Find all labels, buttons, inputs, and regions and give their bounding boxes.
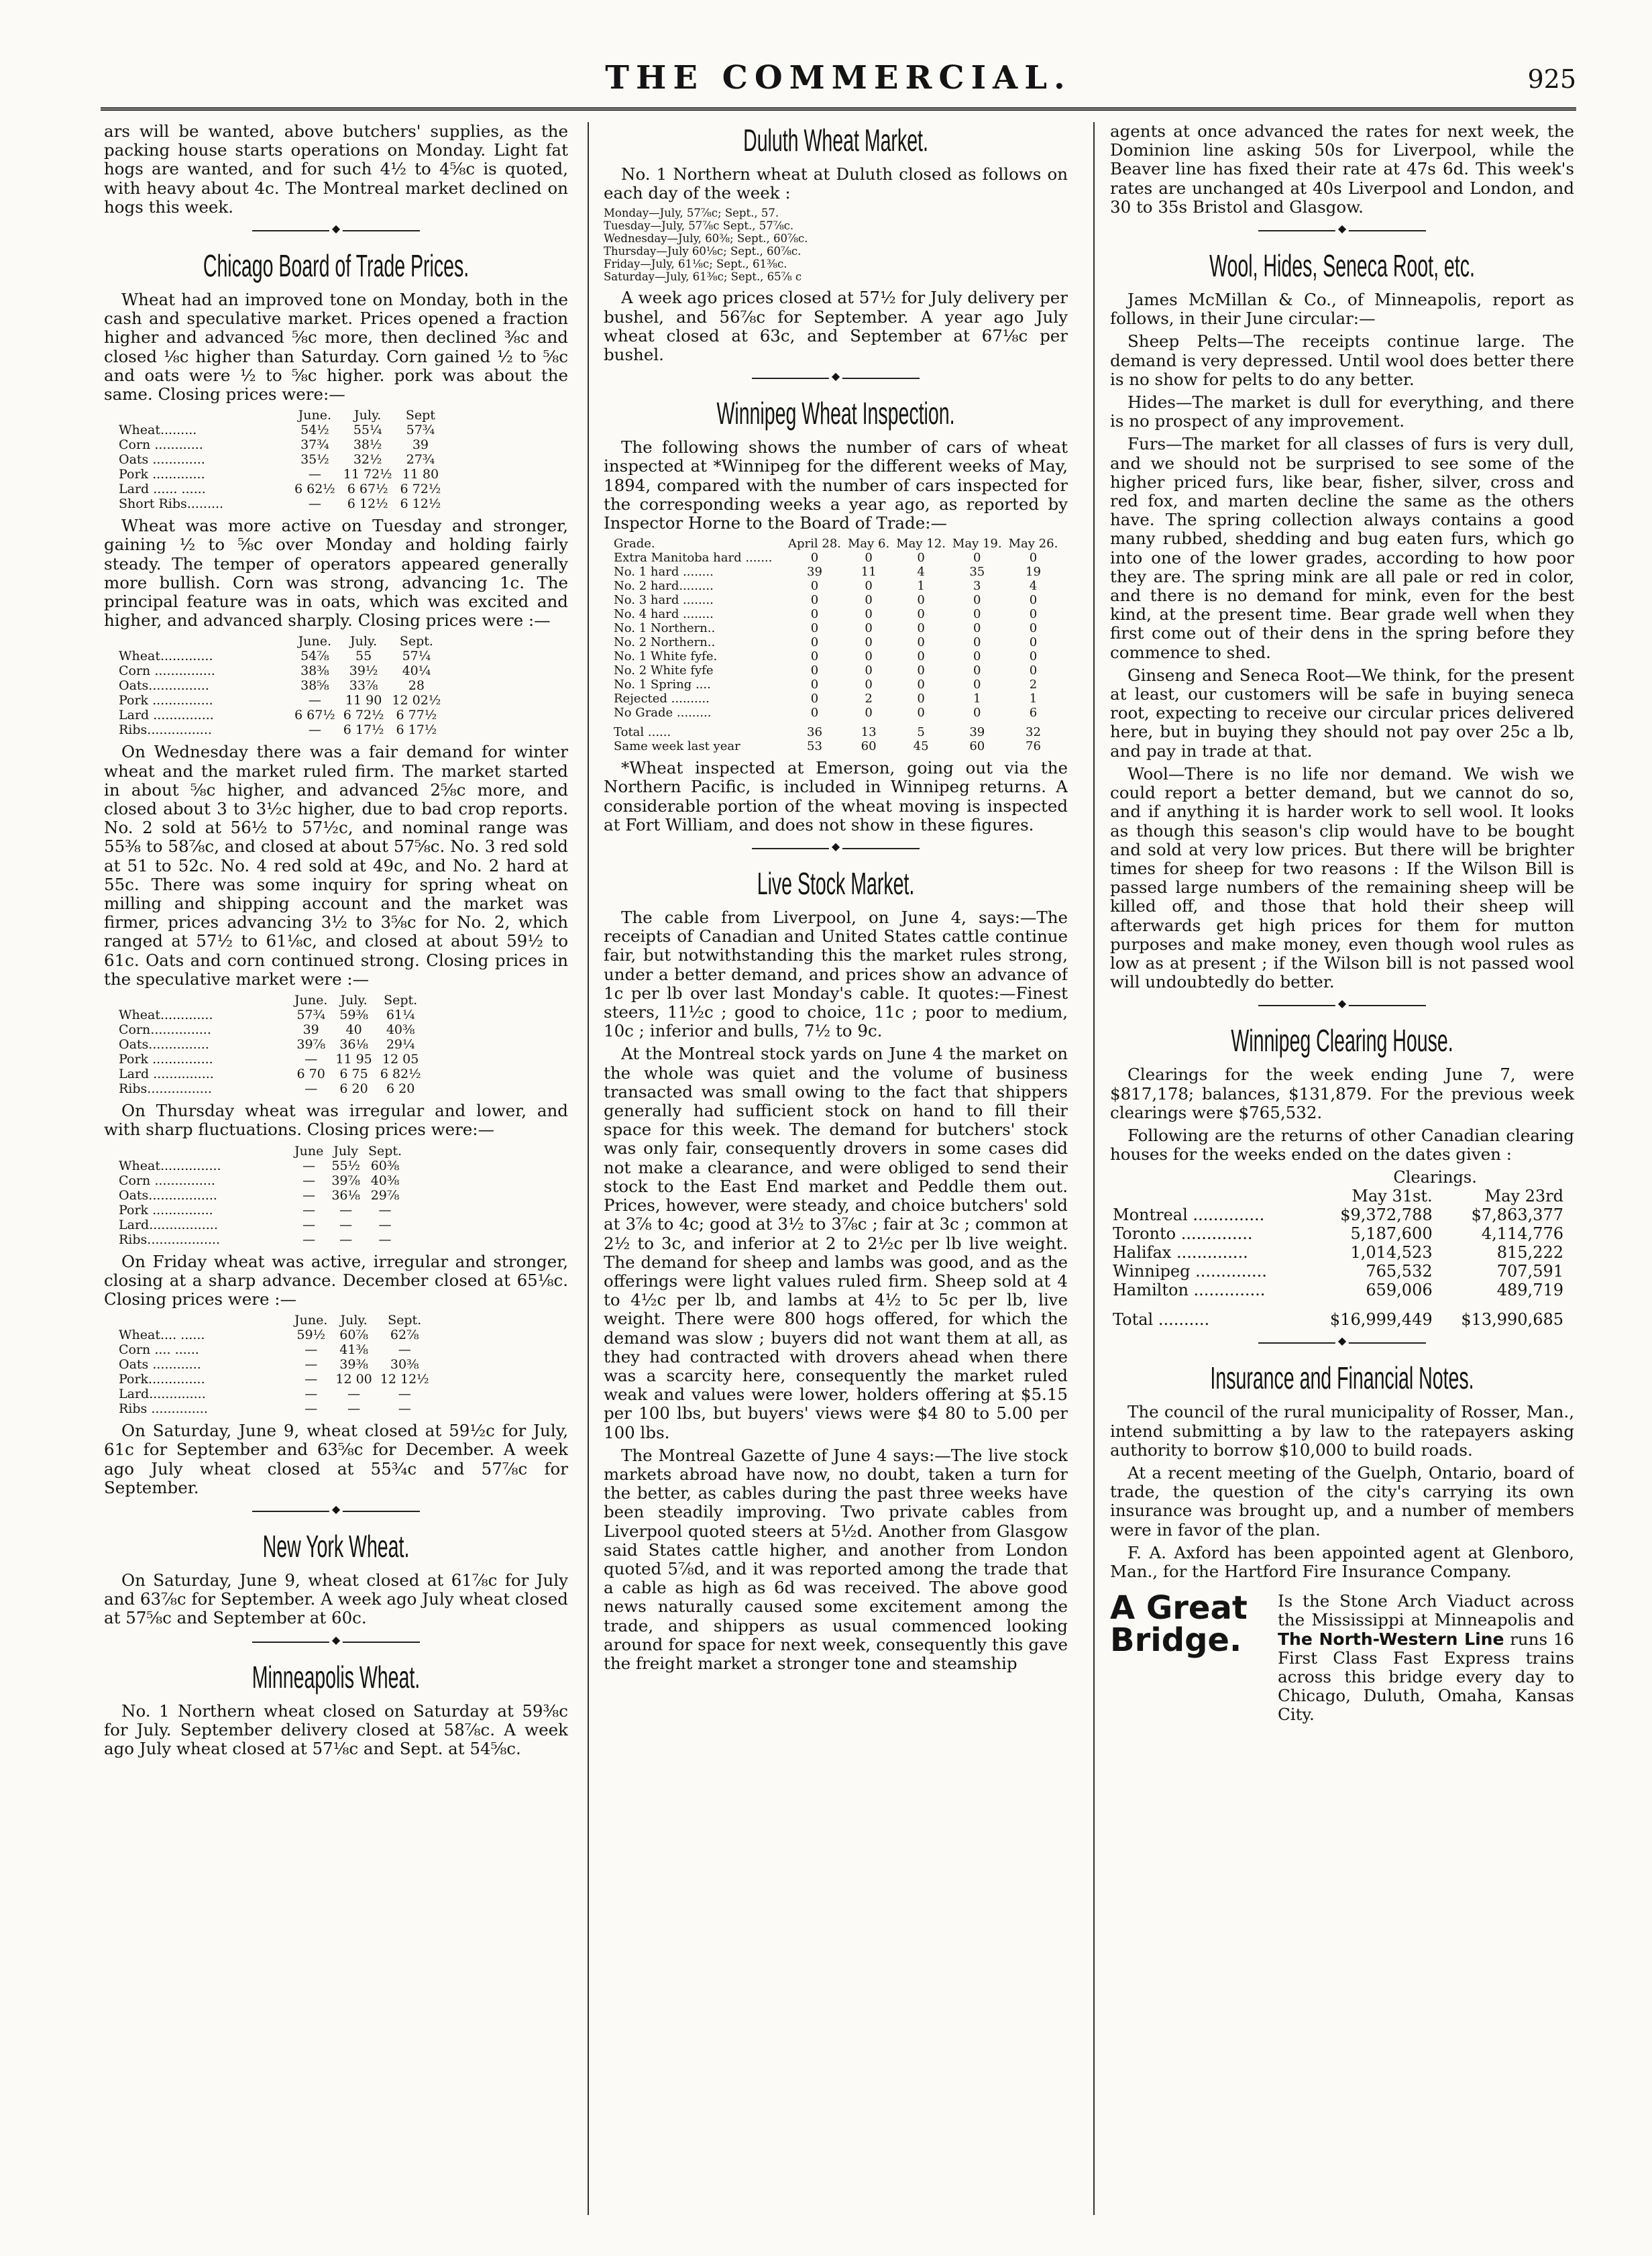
- section-separator: [1110, 225, 1574, 237]
- table-row: Corn .... ...... — 41⅜ —: [119, 1342, 411, 1358]
- table-row: Oats ............. 35½ 32½ 27¾: [119, 452, 435, 468]
- insurance-axford: F. A. Axford has been appointed agent at Glenboro, Man., for the Hartford Fire Insurance Company.: [1110, 1542, 1574, 1581]
- table-row: Corn............... 39 40 40⅜: [119, 1022, 415, 1038]
- chicago-saturday-paragraph: On Saturday, June 9, wheat closed at 59½c for July, 61c for September and 63⅝c for December. A week ago July wheat closed at 55¾c and 57⅞c for September.: [104, 1421, 568, 1497]
- table-row: Toronto .............. 5,187,600 4,114,776: [1113, 1224, 1563, 1244]
- winnipeg-inspection-heading: Winnipeg Wheat Inspection.: [716, 396, 955, 431]
- continued-paragraph: ars will be wanted, above butchers' supplies, as the packing house starts operations on Monday. Light fat hogs are wanted, and for such 4½ to 4⅝c is quoted, with heavy about 4c. The Montreal market declined on hogs this week.: [104, 122, 568, 217]
- table-row: Pork ............... — — —: [119, 1202, 392, 1218]
- table-row: No. 4 hard ........ 0 0 0 0 0: [614, 607, 1038, 622]
- winnipeg-inspection-intro: The following shows the number of cars of wheat inspected at *Winnipeg for the different weeks of May, 1894, compared with the number of cars inspected for the corresponding weeks a year ago, as reported by Inspector Horne to the Board of Trade:—: [604, 437, 1068, 533]
- inspection-footnote: *Wheat inspected at Emerson, going out via the Northern Pacific, is included in Winnipeg returns. A considerable portion of the wheat moving is inspected at Fort William, and does not show in these figures.: [604, 758, 1068, 835]
- table-row: Rejected .......... 0 2 0 1 1: [614, 692, 1038, 706]
- table-row: Wheat.... ...... 59½ 60⅞ 62⅞: [119, 1328, 419, 1343]
- sheep-pelts-paragraph: Sheep Pelts—The receipts continue large. The demand is very depressed. Until wool does better there is no show for pelts to do any better.: [1110, 331, 1574, 389]
- section-separator: [104, 1505, 568, 1517]
- inspection-table: Grade. April 28. May 6. May 12. May 19. May 26. Extra Manitoba hard ....... 0 0 0 0 0 No. 1 hard ........ 39 11 4 35 19 No. 2 hard......... 0 0 1 3 4 No. 3 hard ........ 0 0 0 0 0 No. 4 hard ........ 0 0 0 0 0 No. 1 Northern.. 0 0 0 0 0 No. 2 Northern.. 0 0 0 0 0 No. 1 White fyfe. 0 0 0 0 0 No. 2 White fyfe 0 0 0 0 0 No. 1 Spring .... 0 0 0 0 2 Rejected .......... 0 2 0 1 1 No Grade ......... 0 0 0 0 6 Total ...... 36 13 5 39 32 Same week last year 53 60 45 60 76: [610, 537, 1061, 753]
- newspaper-title: THE COMMERCIAL.: [605, 59, 1072, 97]
- column-divider: [588, 122, 589, 2215]
- table-row: Ribs .............. — — —: [119, 1401, 411, 1417]
- masthead-rule: [101, 107, 1576, 111]
- chicago-monday-table: June. July. Sept Wheat......... 54½ 55¼ 57¾ Corn ............ 37¾ 38½ 39 Oats ............. 35½ 32½ 27¾ Pork ............. — 11 72½ 11 80 Lard ...... ...... 6 62½ 6 67½ 6 72½ Short Ribs......... — 6 12½ 6 12½: [115, 408, 445, 511]
- table-row: Lard ............... 6 67½ 6 72½ 6 77½: [119, 708, 437, 723]
- table-row: Wheat......... 54½ 55¼ 57¾: [119, 423, 435, 438]
- section-separator: [1110, 1000, 1574, 1012]
- ad-headline: A Great Bridge.: [1110, 1589, 1248, 1660]
- table-row: No. 1 hard ........ 39 11 4 35 19: [614, 565, 1041, 580]
- chicago-friday-table: June. July. Sept. Wheat.... ...... 59½ 60⅞ 62⅞ Corn .... ...... — 41⅜ — Oats ............ — 39⅜ 30⅜ Pork.............. — 12 00 12 12½ Lard.............. — — — Ribs .............. — — —: [115, 1313, 433, 1416]
- table-row: Oats ............ — 39⅜ 30⅜: [119, 1357, 419, 1373]
- minneapolis-heading: Minneapolis Wheat.: [252, 1659, 421, 1695]
- insurance-heading: Insurance and Financial Notes.: [1210, 1360, 1474, 1396]
- minneapolis-paragraph: No. 1 Northern wheat closed on Saturday at 59⅜c for July. September delivery closed at 58⅞c. A week ago July wheat closed at 57⅛c and Sept. at 54⅝c.: [104, 1701, 568, 1758]
- wool-paragraph: Wool—There is no life nor demand. We wish we could report a better demand, but we cannot do so, and if anything it is harder work to sell wool. It looks as though this season's clip would have to be bought and sold at very low prices. But there will be brighter times for sheep for two reasons : If the Wilson Bill is passed large numbers of the remaining sheep will be killed off, and those that hold their sheep will afterwards get high prices for them for mutton purposes and make money, even though wool rules as low as at present ; if the Wilson bill is not passed wool will undoubtedly do better.: [1110, 763, 1574, 992]
- section-separator: [104, 1636, 568, 1648]
- table-row: Oats............... 38⅝ 33⅞ 28: [119, 678, 425, 694]
- table-row: Oats................. — 36⅛ 29⅞: [119, 1187, 400, 1203]
- masthead: [101, 59, 1576, 113]
- table-row: Ribs.................. — — —: [119, 1232, 392, 1247]
- table-row: Corn ............... — 39⅞ 40⅜: [119, 1173, 400, 1188]
- table-row: Oats............... 39⅞ 36⅛ 29¼: [119, 1037, 415, 1053]
- table-row: No. 3 hard ........ 0 0 0 0 0: [614, 593, 1038, 608]
- ad-text: Is the Stone Arch Viaduct across the Mississippi at Minneapolis and The North-Western Line runs 16 First Class Fast Express trains across this bridge every day to Chicago, Duluth, Omaha, Kansas City.: [1278, 1591, 1574, 1725]
- table-row: No. 1 White fyfe. 0 0 0 0 0: [614, 649, 1038, 664]
- wool-intro: James McMillan & Co., of Minneapolis, report as follows, in their June circular:—: [1110, 290, 1574, 329]
- table-row: Lard................. — — —: [119, 1217, 392, 1232]
- table-row: Pork ............... — 11 90 12 02½: [119, 693, 441, 708]
- newyork-heading: New York Wheat.: [262, 1528, 410, 1564]
- table-row: Montreal .............. $9,372,788 $7,863,377: [1113, 1205, 1563, 1225]
- table-row: Hamilton .............. 659,006 489,719: [1113, 1281, 1563, 1300]
- table-row: No. 1 Spring .... 0 0 0 0 2: [614, 678, 1038, 692]
- wool-heading: Wool, Hides, Seneca Root, etc.: [1209, 248, 1475, 284]
- clearing-week: Clearings for the week ending June 7, were $817,178; balances, $131,879. For the previous week clearings were $765,532.: [1110, 1065, 1574, 1122]
- table-row: Wheat............. 54⅞ 55 57¼: [119, 649, 431, 664]
- table-row: No. 2 White fyfe 0 0 0 0 0: [614, 663, 1038, 678]
- insurance-rosser: The council of the rural municipality of Rosser, Man., intend submitting a by law to the ratepayers asking authority to borrow $10,000 to build roads.: [1110, 1402, 1574, 1460]
- chicago-friday-paragraph: On Friday wheat was active, irregular and stronger, closing at a sharp advance. December closed at 65⅛c. Closing prices were :—: [104, 1251, 568, 1309]
- chicago-tuesday-table: June. July. Sept. Wheat............. 54⅞ 55 57¼ Corn ............... 38⅜ 39½ 40¼ Oats............... 38⅝ 33⅞ 28 Pork ............... — 11 90 12 02½ Lard ............... 6 67½ 6 72½ 6 77½ Ribs................ — 6 17½ 6 17½: [115, 634, 445, 737]
- ad-railway-name: The North-Western Line: [1278, 1629, 1504, 1649]
- table-row: No. 1 Northern.. 0 0 0 0 0: [614, 621, 1038, 636]
- table-row: Lard ............... 6 70 6 75 6 82½: [119, 1067, 421, 1082]
- table-row: Extra Manitoba hard ....... 0 0 0 0 0: [614, 551, 1038, 566]
- table-row: Short Ribs......... — 6 12½ 6 12½: [119, 496, 441, 512]
- table-row: Winnipeg .............. 765,532 707,591: [1113, 1262, 1563, 1281]
- table-row: Pork.............. — 12 00 12 12½: [119, 1372, 429, 1387]
- page-number: 925: [1527, 64, 1576, 94]
- list-item: Saturday—July, 61⅜c; Sept., 65⅞ c: [604, 270, 802, 284]
- table-last-year-row: Same week last year 53 60 45 60 76: [614, 739, 1041, 754]
- column-1: [104, 122, 568, 2215]
- table-row: Pork ............. — 11 72½ 11 80: [119, 467, 439, 482]
- chicago-wednesday-table: June. July. Sept. Wheat............. 57¾ 59⅜ 61¼ Corn............... 39 40 40⅜ Oats............... 39⅞ 36⅛ 29¼ Pork ............... — 11 95 12 05 Lard ............... 6 70 6 75 6 82½ Ribs................ — 6 20 6 20: [115, 993, 425, 1096]
- insurance-guelph: At a recent meeting of the Guelph, Ontario, board of trade, the question of the city's carrying its own insurance was brought up, and a number of members were in favor of the plan.: [1110, 1462, 1574, 1540]
- section-separator: [1110, 1337, 1574, 1349]
- livestock-liverpool: The cable from Liverpool, on June 4, says:—The receipts of Canadian and United States cattle continue fair, but notwithstanding this the market rules strong, under a better demand, and prices show an advance of 1c per lb over last Monday's cable. It quotes:—Finest steers, 11½c ; good to choice, 11c ; poor to medium, 10c ; inferior and bulls, 7½ to 9c.: [604, 908, 1068, 1041]
- newyork-paragraph: On Saturday, June 9, wheat closed at 61⅞c for July and 63⅞c for September. A week ago July wheat closed at 57⅝c and September at 60c.: [104, 1570, 568, 1628]
- table-row: Corn ............ 37¾ 38½ 39: [119, 437, 429, 453]
- list-item: Tuesday—July, 57⅞c Sept., 57⅞c.: [604, 219, 794, 233]
- table-row: Wheat............... — 55½ 60⅜: [119, 1158, 400, 1173]
- duluth-heading: Duluth Wheat Market.: [743, 123, 928, 158]
- chicago-heading: Chicago Board of Trade Prices.: [203, 248, 470, 284]
- column-2: [604, 122, 1068, 2215]
- ginseng-paragraph: Ginseng and Seneca Root—We think, for the present at least, our customers will be safe in buying seneca root, expecting to receive our circular prices delivered here, but in buying they should not pay over 25c a lb, and pay in trade at that.: [1110, 665, 1574, 761]
- table-row: No Grade ......... 0 0 0 0 6: [614, 706, 1038, 720]
- duluth-week-ago: A week ago prices closed at 57½ for July delivery per bushel, and 56⅞c for September. A year ago July wheat closed at 63c, and September at 67⅛c per bushel.: [604, 288, 1068, 365]
- table-row: Halifax .............. 1,014,523 815,222: [1113, 1243, 1563, 1263]
- section-separator: [604, 843, 1068, 855]
- table-row: Lard.............. — — —: [119, 1387, 411, 1402]
- livestock-gazette: The Montreal Gazette of June 4 says:—The live stock markets abroad have now, no doubt, taken a turn for the better, as cables during the past three weeks have been steadily improving. Two private cables from Liverpool quoted steers at 5½d. Another from Glasgow said States cattle higher, and another from London quoted 5⅞d, and it was reported among the trade that a cable as high as 6d was received. The above good news naturally caused some excitement among the trade, and shippers as usual commenced looking around for space for next week, consequently this gave the freight market a stronger tone and steamship: [604, 1445, 1068, 1673]
- clearing-heading: Winnipeg Clearing House.: [1231, 1023, 1453, 1059]
- table-row: Lard ...... ...... 6 62½ 6 67½ 6 72½: [119, 482, 441, 497]
- chicago-wednesday-paragraph: On Wednesday there was a fair demand for winter wheat and the market ruled firm. The market started in about ⅝c higher, and advanced 2⅝c more, and closed about 3 to 3½c higher, due to bad crop reports. No. 2 sold at 56½ to 57½c, and nominal range was 55⅜ to 58⅞c, and closed at about 57⅝c. No. 3 red sold at 51 to 52c. No. 4 red sold at 49c, and No. 2 hard at 55c. There was some inquiry for spring wheat on milling and shipping account and the market was firmer, prices advancing 3½ to 3⅝c for No. 2, which ranged at 57½ to 61⅛c, and closed at about 59½ to 61c. Oats and corn continued strong. Closing prices in the speculative market were :—: [104, 742, 568, 989]
- list-item: Friday—July, 61⅛c; Sept., 61⅜c.: [604, 258, 787, 271]
- hides-paragraph: Hides—The market is dull for everything, and there is no prospect of any improvement.: [1110, 392, 1574, 431]
- table-total-row: Total .......... $16,999,449 $13,990,685: [1113, 1310, 1563, 1330]
- chicago-thursday-paragraph: On Thursday wheat was irregular and lower, and with sharp fluctuations. Closing prices were:—: [104, 1101, 568, 1140]
- bridge-advertisement: [1110, 1589, 1574, 1725]
- table-total-row: Total ...... 36 13 5 39 32: [614, 725, 1041, 740]
- duluth-daily-prices: [604, 207, 1068, 283]
- furs-paragraph: Furs—The market for all classes of furs is very dull, and we should not be surprised to see some of the higher priced furs, like bear, fisher, silver, cross and red fox, and marten decline the same as the others have. The spring collection always contains a good many rubbed, shedding and bug eaten furs, which go into one of the lower grades, according to how poor they are. The spring mink are all pale or red in color, and there is no demand for mink, even for the best kind, at the present time. Bear grade well when they first come out of their dens in the spring before they commence to shed.: [1110, 434, 1574, 662]
- list-item: Wednesday—July, 60⅜; Sept., 60⅞c.: [604, 232, 808, 246]
- section-separator: [104, 225, 568, 237]
- continued-paragraph: agents at once advanced the rates for next week, the Dominion line asking 50s for Liverpool, while the Beaver line has fixed their rate at 47s 6d. This week's rates are unchanged at 40s Liverpool and London, and 30 to 35s Bristol and Glasgow.: [1110, 122, 1574, 217]
- section-separator: [604, 372, 1068, 384]
- table-row: Ribs................ — 6 17½ 6 17½: [119, 722, 437, 738]
- duluth-intro: No. 1 Northern wheat at Duluth closed as follows on each day of the week :: [604, 164, 1068, 203]
- table-row: No. 2 Northern.. 0 0 0 0 0: [614, 635, 1038, 650]
- table-row: Corn ............... 38⅜ 39½ 40¼: [119, 663, 431, 679]
- livestock-montreal: At the Montreal stock yards on June 4 the market on the whole was quiet and the volume of business transacted was small owing to the fact that shippers generally had sufficient stock on hand to fill their space for this week. The demand for butchers' stock was only fair, consequently drovers in some cases did not make a clearance, and were obliged to send their stock to the East End market and Peddle them out. Prices, however, were steady, and choice butchers' sold at 3⅞ to 4c; good at 3½ to 3⅞c ; fair at 3c ; common at 2½ to 3c, and inferior at 2 to 2½c per lb live weight. The demand for sheep and lambs was good, and as the offerings were light values ruled firm. Sheep sold at 4 to 4½c per lb, and lambs at 4½ to 5c per lb, live weight. There were 800 hogs offered, for which the demand was slow ; buyers did not want them at all, as they had contracted with drovers ahead when there was a scarcity here, consequently the market ruled weak and values were lower, holders offering at $5.15 per 100 lbs, but buyers' views were $4 80 to 5.00 per 100 lbs.: [604, 1044, 1068, 1442]
- column-3: [1110, 122, 1574, 2215]
- list-item: Monday—July, 57⅞c; Sept., 57.: [604, 207, 779, 220]
- clearings-table: Clearings. May 31st. May 23rd Montreal .............. $9,372,788 $7,863,377 Toronto .............. 5,187,600 4,114,776 Halifax .............. 1,014,523 815,222 Winnipeg .............. 765,532 707,591 Hamilton .............. 659,006 489,719 Total .......... $16,999,449 $13,990,685: [1110, 1168, 1566, 1329]
- table-row: Ribs................ — 6 20 6 20: [119, 1081, 415, 1097]
- list-item: Thursday—July 60⅛c; Sept., 60⅞c.: [604, 245, 802, 258]
- column-divider: [1093, 122, 1095, 2215]
- chicago-tuesday-paragraph: Wheat was more active on Tuesday and stronger, gaining ½ to ⅝c over Monday and holding fairly steady. The temper of operators appeared generally more bullish. Corn was strong, advancing 1c. The principal feature was in oats, which was excited and higher, and advanced sharply. Closing prices were :—: [104, 516, 568, 631]
- chicago-thursday-table: June July Sept. Wheat............... — 55½ 60⅜ Corn ............... — 39⅞ 40⅜ Oats................. — 36⅛ 29⅞ Pork ............... — — — Lard................. — — — Ribs.................. — — —: [115, 1144, 406, 1247]
- table-row: Pork ............... — 11 95 12 05: [119, 1052, 419, 1067]
- livestock-heading: Live Stock Market.: [757, 866, 915, 902]
- clearing-others: Following are the returns of other Canadian clearing houses for the weeks ended on the dates given :: [1110, 1125, 1574, 1165]
- table-row: No. 2 hard......... 0 0 1 3 4: [614, 579, 1038, 594]
- table-row: Wheat............. 57¾ 59⅜ 61¼: [119, 1008, 415, 1023]
- chicago-monday-paragraph: Wheat had an improved tone on Monday, both in the cash and speculative market. Prices opened a fraction higher and advanced ⅝c more, then declined ⅜c and closed ⅛c higher than Saturday. Corn gained ½ to ⅝c and oats were ½ to ⅝c higher. pork was about the same. Closing prices were:—: [104, 290, 568, 405]
